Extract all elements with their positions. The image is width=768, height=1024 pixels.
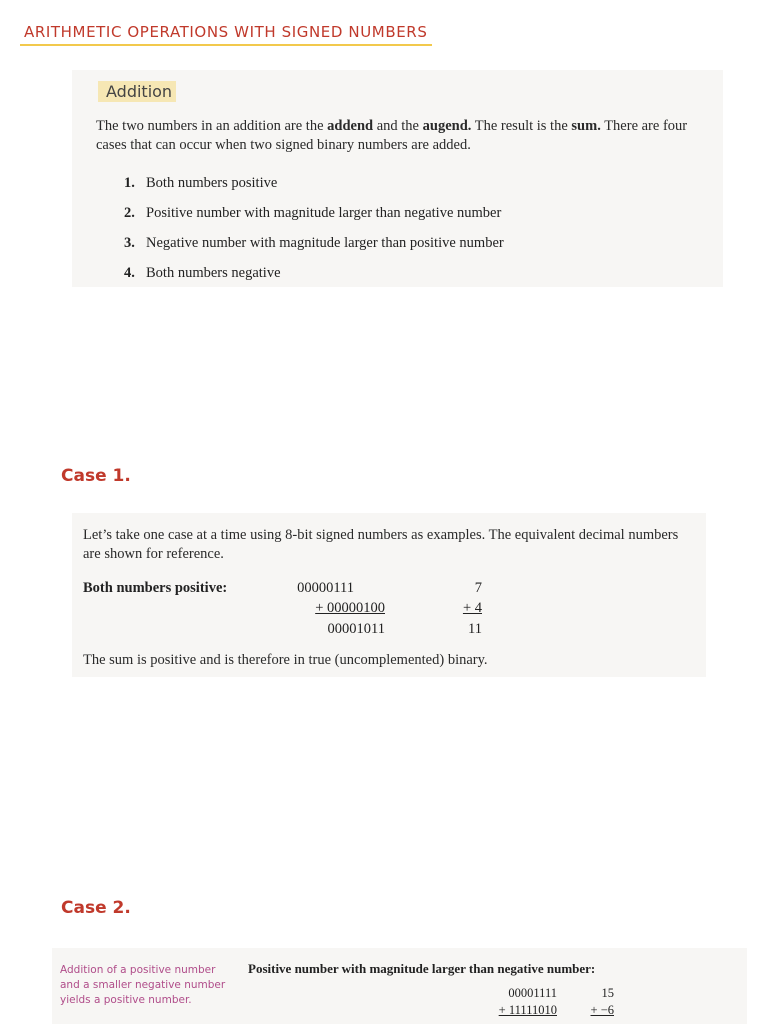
list-item — [124, 202, 504, 232]
list-item — [124, 262, 504, 292]
case-1-decimal-sum: 11 — [468, 621, 482, 637]
page-title: ARITHMETIC OPERATIONS WITH SIGNED NUMBERS — [20, 21, 432, 46]
case-1-decimal-a: 7 — [474, 580, 482, 596]
cases-list — [124, 172, 504, 292]
list-item-number: 2. — [124, 205, 135, 221]
addition-intro — [96, 117, 711, 155]
case-2-label: Case 2. — [61, 898, 131, 918]
term-sum: sum. — [571, 118, 601, 134]
case-1-binary-b: + 00000100 — [315, 600, 385, 616]
case-1-conclusion: The sum is positive and is therefore in true (uncomplemented) binary. — [83, 652, 488, 668]
term-addend: addend — [327, 118, 374, 134]
list-item-text: Both numbers negative — [146, 265, 281, 281]
case-2-binary-b: + 11111010 — [498, 1003, 557, 1017]
intro-text-1: The two numbers in an addition are the — [96, 118, 328, 134]
list-item-number: 1. — [124, 175, 135, 191]
list-item — [124, 232, 504, 262]
section-heading-addition: Addition — [98, 81, 176, 102]
case-2-example-label: Positive number with magnitude larger than negative number: — [248, 961, 596, 976]
list-item-number: 3. — [124, 235, 135, 251]
case-1-label: Case 1. — [61, 466, 131, 486]
case-2-decimal-a: 15 — [601, 986, 614, 1000]
term-augend: augend. — [422, 118, 472, 134]
case-1-example-label: Both numbers positive: — [83, 580, 228, 596]
case-1-binary-sum: 00001011 — [327, 621, 385, 637]
intro-text-3: The result is the — [471, 118, 572, 134]
intro-text-4: There are four cases that can occur when two signed binary numbers are added. — [96, 118, 688, 153]
case-2-decimal-b: + −6 — [590, 1003, 614, 1017]
list-item-text: Positive number with magnitude larger than negative number — [146, 205, 502, 221]
list-item-text: Both numbers positive — [146, 175, 278, 191]
case-1-decimal-b: + 4 — [462, 600, 482, 616]
case-1-binary-a: 00000111 — [297, 580, 354, 596]
list-item-number: 4. — [124, 265, 135, 281]
intro-text-2: and the — [373, 118, 423, 134]
margin-note: Addition of a positive number and a smaller negative number yields a positive number. — [60, 964, 226, 1006]
case-2-binary-a: 00001111 — [508, 986, 557, 1000]
list-item-text: Negative number with magnitude larger than positive number — [146, 235, 504, 251]
case-1-intro: Let’s take one case at a time using 8-bit signed numbers as examples. The equivalent decimal numbers are shown for reference. — [83, 527, 679, 562]
list-item — [124, 172, 504, 202]
